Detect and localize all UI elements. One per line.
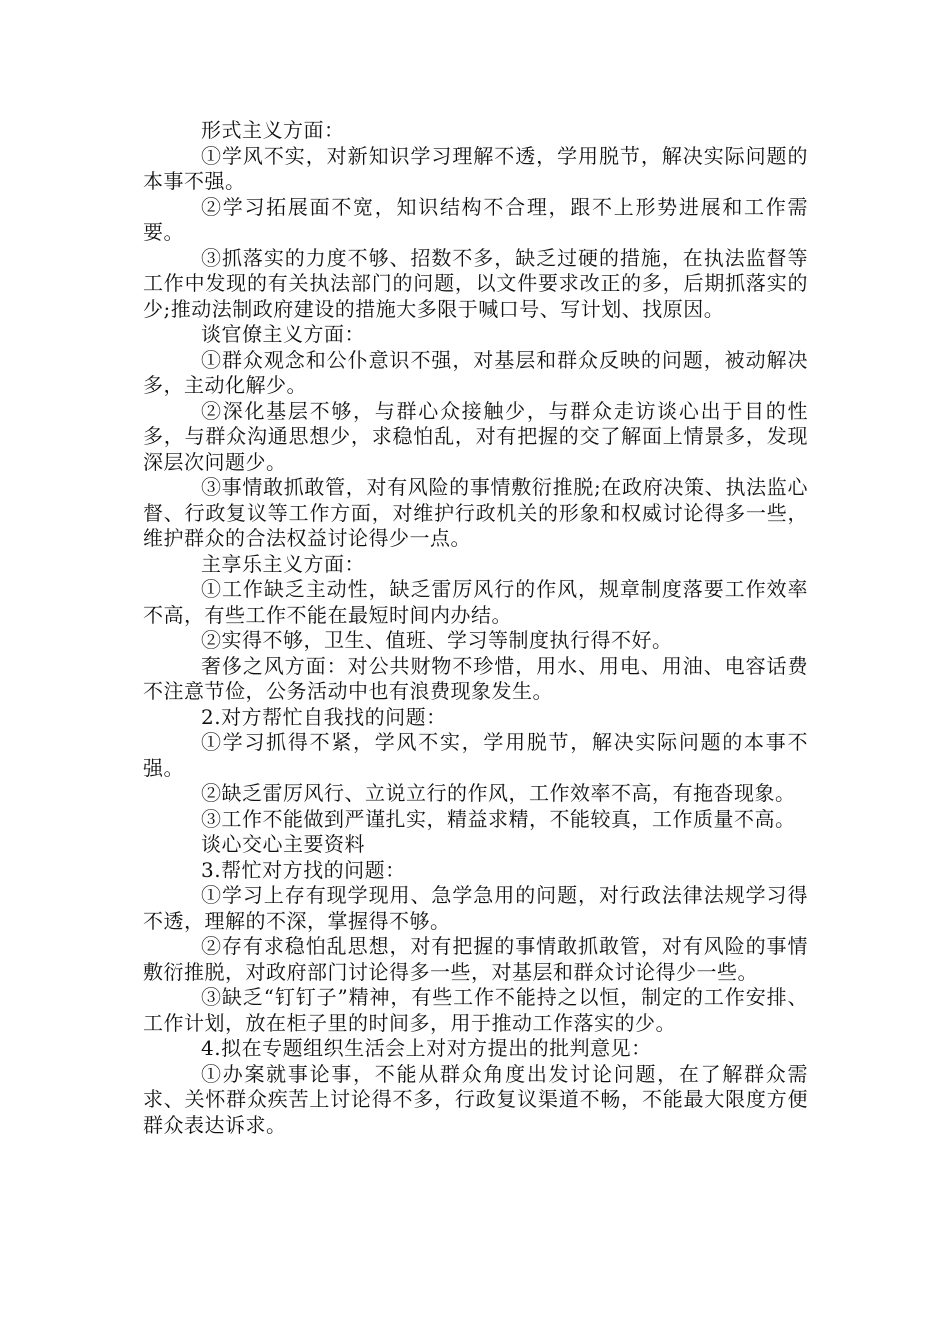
paragraph: ③事情敢抓敢管，对有风险的事情敷衍推脱;在政府决策、执法监心督、行政复议等工作方面，对维护行政机关的形象和权威讨论得多一些，维护群众的合法权益讨论得少一点。 xyxy=(143,475,808,550)
paragraph-extravagance: 奢侈之风方面：对公共财物不珍惜，用水、用电、用油、电容话费不注意节俭，公务活动中也有浪费现象发生。 xyxy=(143,653,808,703)
paragraph: ③工作不能做到严谨扎实，精益求精，不能较真，工作质量不高。 xyxy=(201,806,796,831)
paragraph: ①学习抓得不紧，学风不实，学用脱节，解决实际问题的本事不强。 xyxy=(143,730,808,780)
heading-hedonism: 主享乐主义方面： xyxy=(201,551,365,576)
paragraph: ②实得不够，卫生、值班、学习等制度执行得不好。 xyxy=(201,628,673,652)
paragraph: ②缺乏雷厉风行、立说立行的作风，工作效率不高，有拖沓现象。 xyxy=(201,781,796,805)
heading-section-3: 3.帮忙对方找的问题： xyxy=(201,857,406,882)
heading-heart-to-heart: 谈心交心主要资料 xyxy=(201,832,365,856)
paragraph: ①工作缺乏主动性，缺乏雷厉风行的作风，规章制度落要工作效率不高，有些工作不能在最短时间内办结。 xyxy=(143,577,808,627)
paragraph: ③缺乏“钉钉子”精神，有些工作不能持之以恒，制定的工作安排、工作计划，放在柜子里的时间多，用于推动工作落实的少。 xyxy=(143,985,808,1035)
heading-section-4: 4.拟在专题组织生活会上对对方提出的批判意见： xyxy=(201,1036,652,1060)
paragraph: ③抓落实的力度不够、招数不多，缺乏过硬的措施，在执法监督等工作中发现的有关执法部门的问题，以文件要求改正的多，后期抓落实的少;推动法制政府建设的措施大多限于喊口号、写计划、找原因。 xyxy=(143,245,808,321)
document-body xyxy=(143,118,808,1138)
paragraph: ①办案就事论事，不能从群众角度出发讨论问题，在了解群众需求、关怀群众疾苦上讨论得不多，行政复议渠道不畅，不能最大限度方便群众表达诉求。 xyxy=(143,1061,808,1137)
paragraph: ①群众观念和公仆意识不强，对基层和群众反映的问题，被动解决多，主动化解少。 xyxy=(143,347,808,397)
paragraph: ①学风不实，对新知识学习理解不透，学用脱节，解决实际问题的本事不强。 xyxy=(143,143,808,193)
paragraph: ①学习上存有现学现用、急学急用的问题，对行政法律法规学习得不透，理解的不深，掌握得不够。 xyxy=(143,883,808,933)
heading-section-2: 2.对方帮忙自我找的问题： xyxy=(201,704,447,729)
heading-bureaucratism: 谈官僚主义方面： xyxy=(201,322,365,346)
paragraph: ②存有求稳怕乱思想，对有把握的事情敢抓敢管，对有风险的事情敷衍推脱，对政府部门讨论得多一些，对基层和群众讨论得少一些。 xyxy=(143,934,808,984)
heading-formalism: 形式主义方面： xyxy=(201,118,345,142)
paragraph: ②学习拓展面不宽，知识结构不合理，跟不上形势进展和工作需要。 xyxy=(143,194,808,244)
paragraph: ②深化基层不够，与群心众接触少，与群众走访谈心出于目的性多，与群众沟通思想少，求稳怕乱，对有把握的交了解面上情景多，发现深层次问题少。 xyxy=(143,398,808,474)
